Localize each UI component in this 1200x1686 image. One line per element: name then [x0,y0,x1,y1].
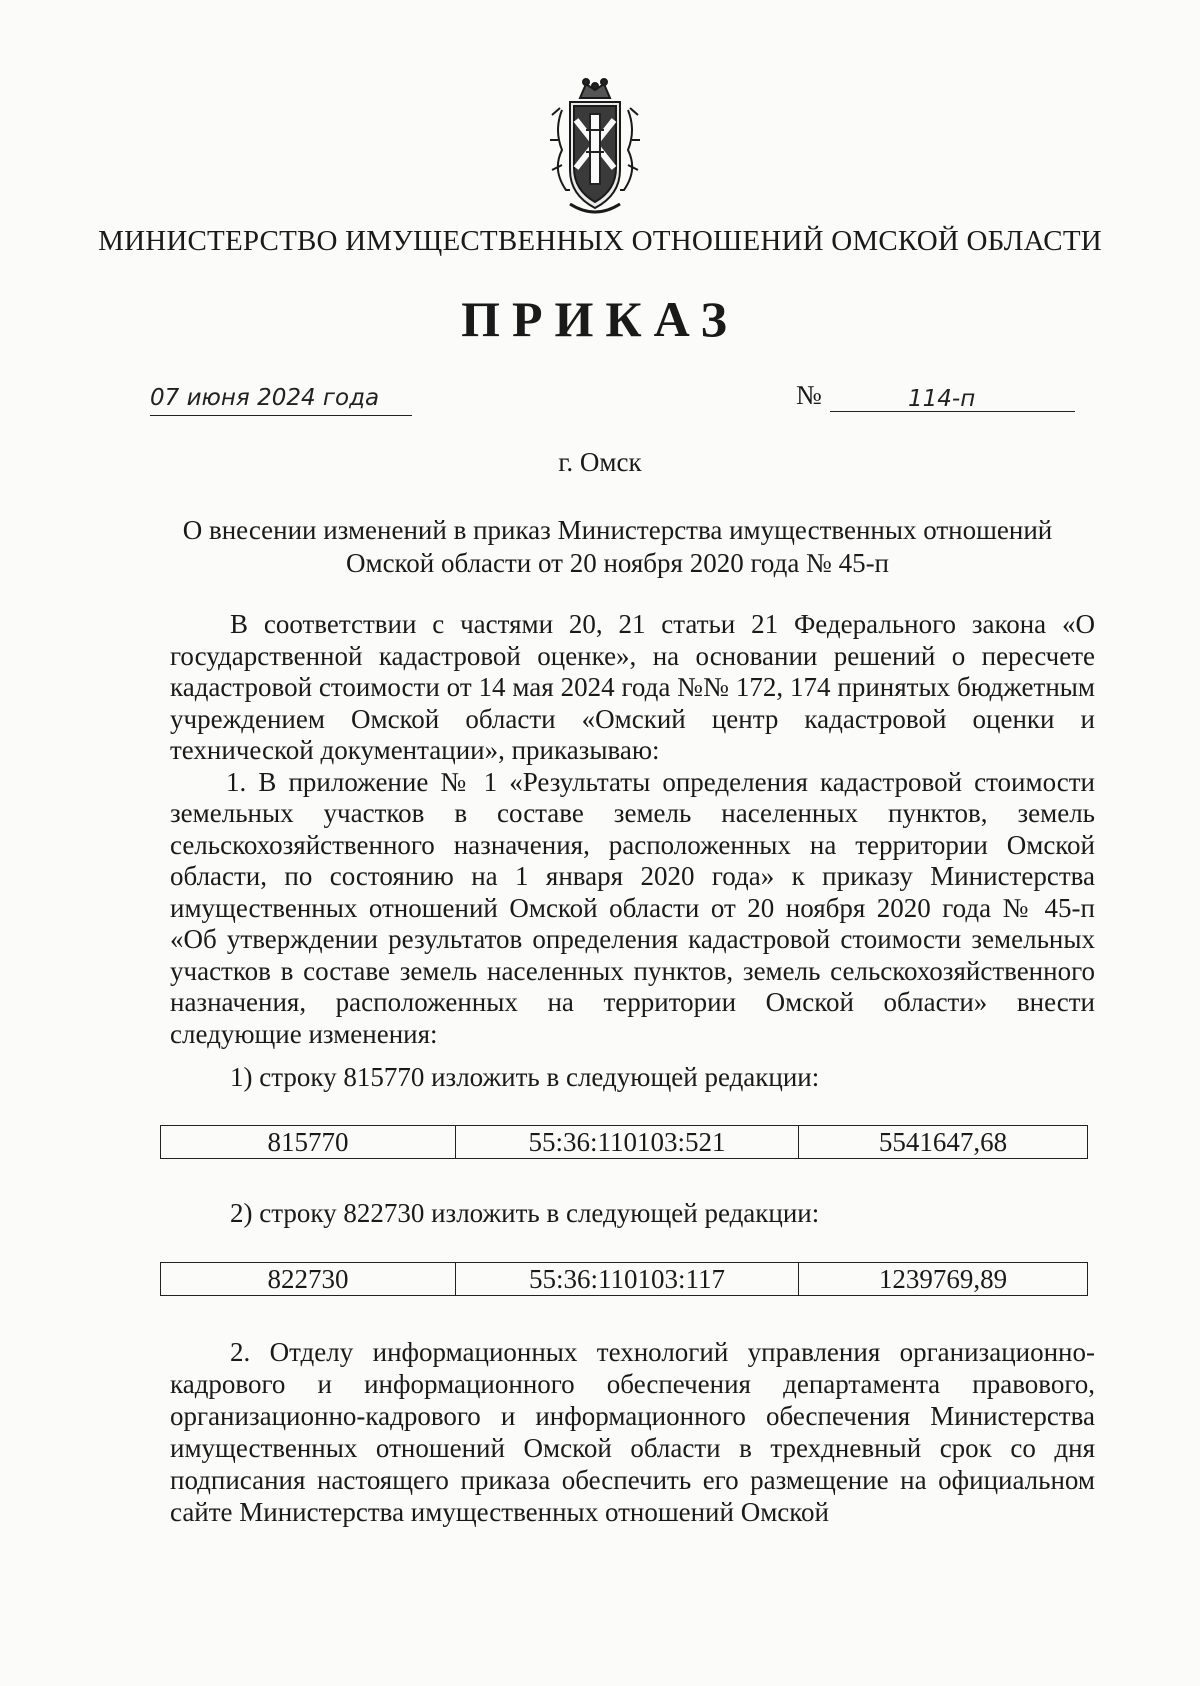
cadastral-number-cell: 55:36:110103:117 [456,1263,799,1296]
table-row [161,1126,1088,1159]
order-date [150,385,379,411]
ministry-name: МИНИСТЕРСТВО ИМУЩЕСТВЕННЫХ ОТНОШЕНИЙ ОМСКОЙ ОБЛАСТИ [98,225,1102,257]
row-number-cell: 822730 [161,1263,456,1296]
sub-item-2: 2) строку 822730 изложить в следующей редакции: [230,1198,820,1228]
row-number-cell: 815770 [161,1126,456,1159]
item-2-paragraph: 2. Отделу информационных технологий управления организационно-кадрового и информационного обеспечения департамента правового, организационно-кадрового и информационного обеспечения Министерства имущественных отношений Омской области в трехдневный срок со дня подписания настоящего приказа обеспечить его размещение на официальном сайте Министерства имущественных отношений Омской [170,1337,1095,1527]
replacement-row-1 [160,1125,1088,1159]
order-subject [150,514,1085,580]
body-lower [170,1336,1095,1528]
omsk-coat-of-arms-icon [540,70,650,220]
cadastral-number-cell: 55:36:110103:521 [456,1126,799,1159]
cadastral-value-cell: 5541647,68 [799,1126,1088,1159]
replacement-row-2 [160,1262,1088,1296]
preamble-paragraph: В соответствии с частями 20, 21 статьи 21 Федерального закона «О государственной кадастровой оценке», на основании решений о пересчете кадастровой стоимости от 14 мая 2024 года №№ 172, 174 принятых бюджетным учреждением Омской области «Омский центр кадастровой оценки и технической документации», приказываю: [170,609,1095,765]
sub-item-1: 1) строку 815770 изложить в следующей редакции: [230,1062,820,1092]
order-date-handwritten: 07 июня 2024 года [150,385,380,411]
table-row [161,1263,1088,1296]
order-number-handwritten: 114-п [908,386,976,412]
item-1-paragraph: 1. В приложение № 1 «Результаты определения кадастровой стоимости земельных участков в составе земель населенных пунктов, земель сельскохозяйственного назначения, расположенных на территории Омской области, по состоянию на 1 января 2020 года» к приказу Министерства имущественных отношений Омской области от 20 ноября 2020 года № 45-п «Об утверждении результатов определения кадастровой стоимости земельных участков в составе земель населенных пунктов, земель сельскохозяйственного назначения, расположенных на территории Омской области» внести следующие изменения: [170,766,1095,1049]
document-title: ПРИКАЗ [461,291,739,347]
cadastral-value-cell: 1239769,89 [799,1263,1088,1296]
order-number-label: № [796,380,822,410]
subject-line-1: О внесении изменений в приказ Министерства имущественных отношений [182,515,1053,545]
city: г. Омск [558,447,642,477]
body-upper [170,609,1095,1050]
date-underline [150,415,412,416]
subject-line-2: Омской области от 20 ноября 2020 года № 45-п [345,548,890,578]
